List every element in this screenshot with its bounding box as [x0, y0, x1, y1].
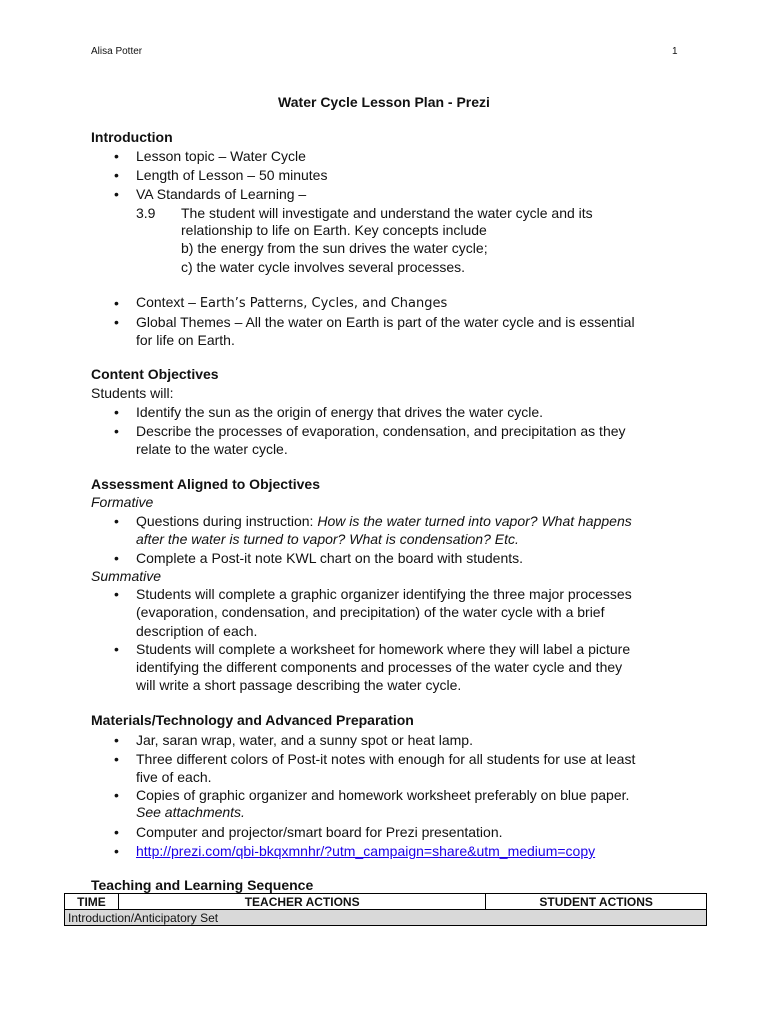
standard-number: 3.9 [136, 205, 156, 221]
global-themes-line-2: for life on Earth. [136, 332, 235, 348]
bullet-icon: • [114, 423, 119, 439]
formative-item-1-line-1 [136, 512, 632, 530]
intro-standards: VA Standards of Learning – [136, 186, 307, 202]
bullet-icon: • [114, 513, 119, 529]
students-will-label: Students will: [91, 385, 174, 401]
document-title: Water Cycle Lesson Plan - Prezi [278, 94, 490, 110]
standard-line-4: c) the water cycle involves several processes. [181, 259, 465, 275]
material-3-line-1: Copies of graphic organizer and homework worksheet preferably on blue paper. [136, 787, 630, 803]
bullet-icon: • [114, 404, 119, 420]
intro-heading: Introduction [91, 129, 173, 145]
bullet-icon: • [114, 186, 119, 202]
table-header-row [65, 894, 707, 910]
standard-line-2: relationship to life on Earth. Key concepts include [181, 222, 487, 238]
material-2-line-2: five of each. [136, 769, 212, 785]
bullet-icon: • [114, 824, 119, 840]
objective-2-line-2: relate to the water cycle. [136, 441, 288, 457]
summative-item-1-line-3: description of each. [136, 623, 258, 639]
summative-item-1-line-1: Students will complete a graphic organizer identifying the three major processes [136, 586, 632, 602]
header-page-number: 1 [672, 46, 678, 57]
bullet-icon: • [114, 751, 119, 767]
bullet-icon: • [114, 167, 119, 183]
column-header-student-actions: STUDENT ACTIONS [486, 894, 707, 910]
standard-line-1: The student will investigate and understand the water cycle and its [181, 205, 593, 221]
formative-item-1-questions: How is the water turned into vapor? What happens [317, 513, 632, 529]
material-3-line-2: See attachments. [136, 804, 245, 820]
sequence-table [64, 893, 707, 926]
materials-heading: Materials/Technology and Advanced Preparation [91, 712, 414, 728]
bullet-icon: • [114, 295, 119, 311]
sequence-heading: Teaching and Learning Sequence [91, 877, 314, 893]
summative-item-2-line-1: Students will complete a worksheet for homework where they will label a picture [136, 641, 631, 657]
bullet-icon: • [114, 843, 119, 859]
intro-topic: Lesson topic – Water Cycle [136, 148, 306, 164]
bullet-icon: • [114, 732, 119, 748]
assessment-heading: Assessment Aligned to Objectives [91, 476, 320, 492]
header-author: Alisa Potter [91, 46, 143, 57]
intro-context [136, 293, 447, 313]
formative-item-1-line-2: after the water is turned to vapor? What is condensation? Etc. [136, 531, 519, 547]
summative-item-2-line-2: identifying the different components and processes of the water cycle and they [136, 659, 623, 675]
material-2-line-1: Three different colors of Post-it notes with enough for all students for use at least [136, 751, 636, 767]
formative-item-2: Complete a Post-it note KWL chart on the board with students. [136, 550, 524, 566]
formative-label: Formative [91, 494, 154, 510]
bullet-icon: • [114, 641, 119, 657]
section-row-label: Introduction/Anticipatory Set [65, 910, 707, 926]
summative-label: Summative [91, 568, 162, 584]
bullet-icon: • [114, 148, 119, 164]
summative-item-2-line-3: will write a short passage describing the water cycle. [136, 677, 462, 693]
objective-2-line-1: Describe the processes of evaporation, condensation, and precipitation as they [136, 423, 626, 439]
column-header-time: TIME [65, 894, 119, 910]
table-row [65, 910, 707, 926]
intro-length: Length of Lesson – 50 minutes [136, 167, 328, 183]
context-label: Context – [136, 294, 200, 310]
context-value: Earth’s Patterns, Cycles, and Changes [199, 296, 448, 311]
prezi-link[interactable]: http://prezi.com/qbi-bkqxmnhr/?utm_campaign=share&utm_medium=copy [136, 843, 596, 859]
content-objectives-heading: Content Objectives [91, 366, 219, 382]
global-themes-line-1: Global Themes – All the water on Earth is part of the water cycle and is essential [136, 314, 635, 330]
objective-1: Identify the sun as the origin of energy that drives the water cycle. [136, 404, 543, 420]
formative-item-1-label: Questions during instruction: [136, 513, 318, 529]
material-4: Computer and projector/smart board for Prezi presentation. [136, 824, 503, 840]
bullet-icon: • [114, 586, 119, 602]
bullet-icon: • [114, 550, 119, 566]
standard-line-3: b) the energy from the sun drives the water cycle; [181, 240, 488, 256]
material-1: Jar, saran wrap, water, and a sunny spot or heat lamp. [136, 732, 473, 748]
bullet-icon: • [114, 787, 119, 803]
bullet-icon: • [114, 314, 119, 330]
summative-item-1-line-2: (evaporation, condensation, and precipitation) of the water cycle with a brief [136, 604, 605, 620]
column-header-teacher-actions: TEACHER ACTIONS [118, 894, 485, 910]
